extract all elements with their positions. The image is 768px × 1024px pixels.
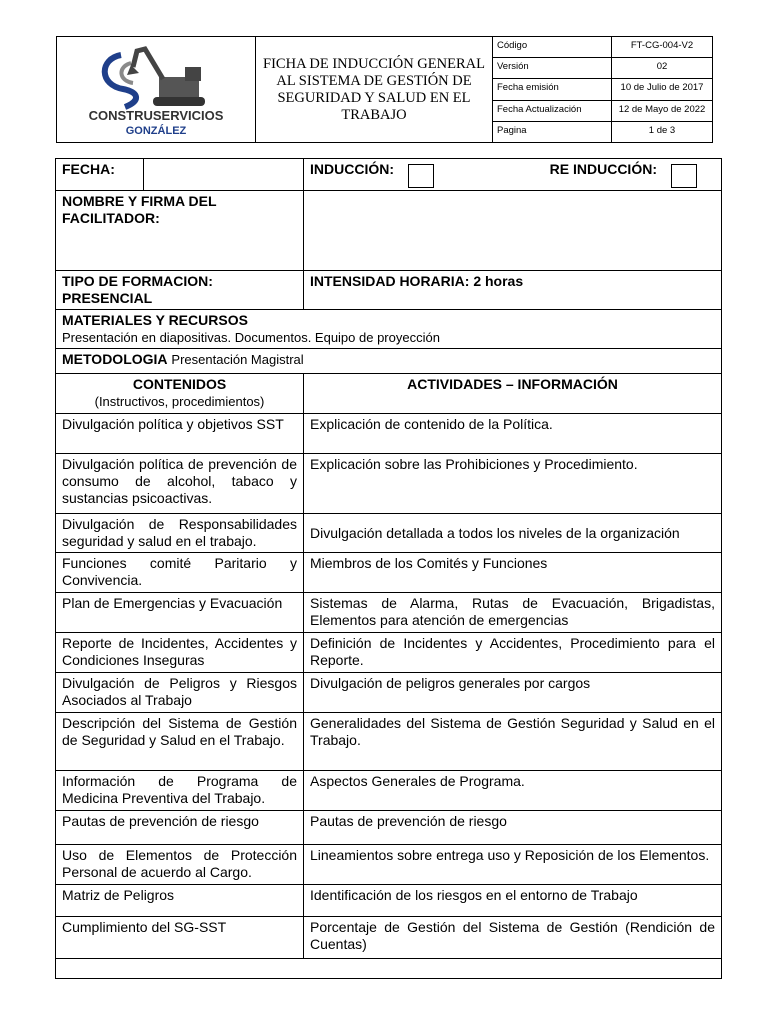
contenido-cell: Divulgación política de prevención de consumo de alcohol, tabaco y sustancias psicoactivas. — [56, 454, 304, 514]
actividad-cell: Aspectos Generales de Programa. — [304, 771, 722, 811]
actividad-cell: Divulgación detallada a todos los niveles de la organización — [304, 514, 722, 553]
contenido-cell: Información de Programa de Medicina Preventiva del Trabajo. — [56, 771, 304, 811]
logo-subwordmark: GONZÁLEZ — [125, 125, 187, 137]
empty-footer-row — [56, 959, 722, 979]
company-logo — [57, 37, 256, 143]
meta-key: Código — [493, 37, 612, 58]
induction-form — [55, 158, 722, 979]
contenido-cell: Funciones comité Paritario y Convivencia. — [56, 553, 304, 593]
table-row — [56, 514, 722, 553]
actividad-cell: Porcentaje de Gestión del Sistema de Gestión (Rendición de Cuentas) — [304, 917, 722, 959]
table-row — [56, 771, 722, 811]
actividad-cell: Explicación de contenido de la Política. — [304, 414, 722, 454]
table-row — [56, 553, 722, 593]
induction-type-row — [304, 159, 722, 191]
actividad-cell: Divulgación de peligros generales por cargos — [304, 673, 722, 713]
contenido-cell: Divulgación política y objetivos SST — [56, 414, 304, 454]
table-row — [56, 454, 722, 514]
table-row — [56, 885, 722, 917]
meta-value: FT-CG-004-V2 — [612, 37, 713, 58]
materiales-value: Presentación en diapositivas. Documentos. Equipo de proyección — [62, 330, 440, 345]
table-row — [56, 811, 722, 845]
meta-value: 10 de Julio de 2017 — [612, 79, 713, 100]
contenidos-header: CONTENIDOS (Instructivos, procedimientos) — [56, 374, 304, 414]
meta-key: Fecha emisión — [493, 79, 612, 100]
contenido-cell: Uso de Elementos de Protección Personal de acuerdo al Cargo. — [56, 845, 304, 885]
facilitador-field[interactable] — [304, 191, 722, 271]
actividad-cell: Definición de Incidentes y Accidentes, Procedimiento para el Reporte. — [304, 633, 722, 673]
excavator-logo-icon — [81, 37, 231, 137]
actividades-header: ACTIVIDADES – INFORMACIÓN — [304, 374, 722, 414]
document-header — [56, 36, 713, 143]
tipo-formacion: TIPO DE FORMACION: PRESENCIAL — [56, 271, 304, 310]
contenidos-subheader: (Instructivos, procedimientos) — [94, 394, 265, 409]
table-row — [56, 917, 722, 959]
meta-key: Pagina — [493, 121, 612, 142]
induccion-label: INDUCCIÓN: — [310, 161, 394, 177]
contenido-cell: Matriz de Peligros — [56, 885, 304, 917]
reinduccion-label: RE INDUCCIÓN: — [549, 161, 657, 177]
table-row — [56, 713, 722, 771]
contenido-cell: Plan de Emergencias y Evacuación — [56, 593, 304, 633]
fecha-field[interactable] — [144, 159, 304, 191]
fecha-label: FECHA: — [56, 159, 144, 191]
contenido-cell: Descripción del Sistema de Gestión de Seguridad y Salud en el Trabajo. — [56, 713, 304, 771]
intensidad-horaria: INTENSIDAD HORARIA: 2 horas — [304, 271, 722, 310]
reinduccion-checkbox[interactable] — [671, 164, 697, 188]
table-row — [56, 633, 722, 673]
actividad-cell: Explicación sobre las Prohibiciones y Procedimiento. — [304, 454, 722, 514]
actividad-cell: Identificación de los riesgos en el entorno de Trabajo — [304, 885, 722, 917]
meta-value: 12 de Mayo de 2022 — [612, 100, 713, 121]
meta-key: Versión — [493, 58, 612, 79]
meta-value: 1 de 3 — [612, 121, 713, 142]
metodologia — [56, 349, 722, 374]
meta-value: 02 — [612, 58, 713, 79]
table-row — [56, 673, 722, 713]
contenido-cell: Divulgación de Responsabilidades seguridad y salud en el trabajo. — [56, 514, 304, 553]
table-row — [56, 593, 722, 633]
actividad-cell: Generalidades del Sistema de Gestión Seguridad y Salud en el Trabajo. — [304, 713, 722, 771]
facilitador-label: NOMBRE Y FIRMA DEL FACILITADOR: — [56, 191, 304, 271]
actividad-cell: Lineamientos sobre entrega uso y Reposición de los Elementos. — [304, 845, 722, 885]
logo-wordmark: CONSTRUSERVICIOS — [88, 108, 224, 123]
metodologia-value: Presentación Magistral — [171, 352, 304, 367]
meta-key: Fecha Actualización — [493, 100, 612, 121]
table-row — [56, 845, 722, 885]
table-row — [56, 414, 722, 454]
induccion-checkbox[interactable] — [408, 164, 434, 188]
actividad-cell: Miembros de los Comités y Funciones — [304, 553, 722, 593]
contenido-cell: Reporte de Incidentes, Accidentes y Condiciones Inseguras — [56, 633, 304, 673]
contenido-cell: Pautas de prevención de riesgo — [56, 811, 304, 845]
metodologia-label: METODOLOGIA — [62, 351, 168, 367]
actividad-cell: Pautas de prevención de riesgo — [304, 811, 722, 845]
actividad-cell: Sistemas de Alarma, Rutas de Evacuación, Brigadistas, Elementos para atención de emergencias — [304, 593, 722, 633]
contenido-cell: Divulgación de Peligros y Riesgos Asociados al Trabajo — [56, 673, 304, 713]
document-title: FICHA DE INDUCCIÓN GENERAL AL SISTEMA DE GESTIÓN DE SEGURIDAD Y SALUD EN EL TRABAJO — [256, 37, 493, 143]
contents-rows — [56, 414, 722, 959]
contenido-cell: Cumplimiento del SG-SST — [56, 917, 304, 959]
materiales-recursos: MATERIALES Y RECURSOS Presentación en diapositivas. Documentos. Equipo de proyección — [56, 310, 722, 349]
